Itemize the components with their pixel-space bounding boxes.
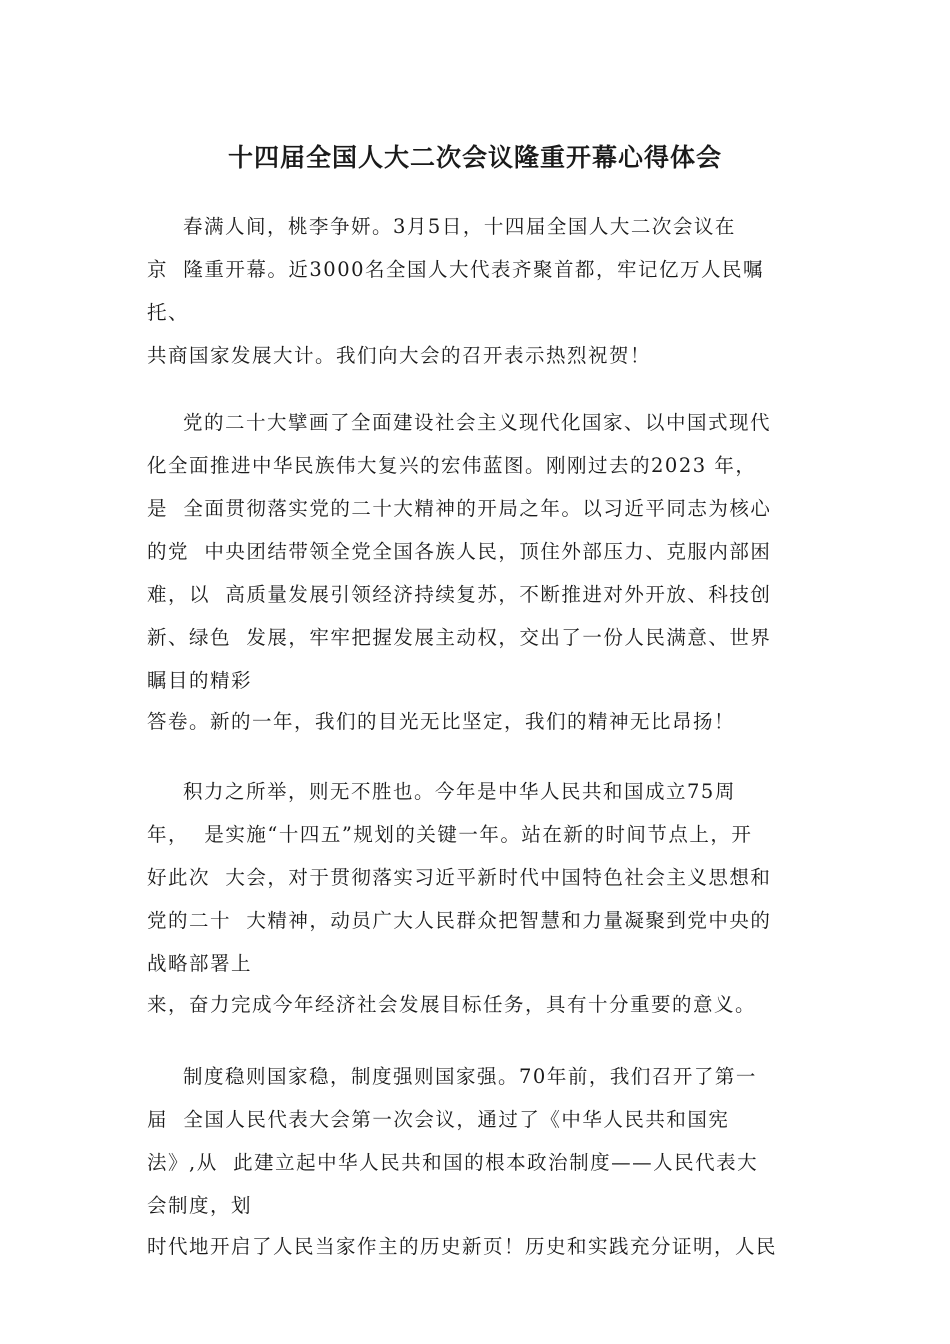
paragraph-2-line-4: 的党 中央团结带领全党全国各族人民，顶住外部压力、克服内部困 bbox=[147, 540, 772, 563]
paragraph-4-line-1: 制度稳则国家稳，制度强则国家强。70年前，我们召开了第一 bbox=[183, 1065, 757, 1088]
document-title: 十四届全国人大二次会议隆重开幕心得体会 bbox=[227, 143, 722, 172]
paragraph-2-line-6: 新、绿色 发展，牢牢把握发展主动权，交出了一份人民满意、世界 bbox=[147, 626, 772, 649]
paragraph-2-line-3: 是 全面贯彻落实党的二十大精神的开局之年。以习近平同志为核心 bbox=[147, 497, 772, 520]
paragraph-1-line-3: 托、 bbox=[147, 301, 190, 324]
paragraph-4-line-2: 届 全国人民代表大会第一次会议，通过了《中华人民共和国宪 bbox=[147, 1108, 730, 1131]
paragraph-2-line-5: 难，以 高质量发展引领经济持续复苏，不断推进对外开放、科技创 bbox=[147, 583, 772, 606]
paragraph-3-line-6: 来，奋力完成今年经济社会发展目标任务，具有十分重要的意义。 bbox=[147, 993, 757, 1016]
paragraph-4-line-5: 时代地开启了人民当家作主的历史新页！历史和实践充分证明，人民 bbox=[147, 1235, 778, 1258]
paragraph-4-line-3: 法》,从 此建立起中华人民共和国的根本政治制度——人民代表大 bbox=[147, 1151, 759, 1174]
paragraph-3-line-4: 党的二十 大精神，动员广大人民群众把智慧和力量凝聚到党中央的 bbox=[147, 909, 772, 932]
paragraph-4-line-4: 会制度，划 bbox=[147, 1194, 253, 1217]
paragraph-1-line-4: 共商国家发展大计。我们向大会的召开表示热烈祝贺！ bbox=[147, 344, 652, 367]
paragraph-2-line-8: 答卷。新的一年，我们的目光无比坚定，我们的精神无比昂扬！ bbox=[147, 710, 736, 733]
paragraph-3-line-5: 战略部署上 bbox=[147, 952, 253, 975]
paragraph-3-line-3: 好此次 大会，对于贯彻落实习近平新时代中国特色社会主义思想和 bbox=[147, 866, 772, 889]
paragraph-2-line-2: 化全面推进中华民族伟大复兴的宏伟蓝图。刚刚过去的2023 年， bbox=[147, 454, 757, 477]
paragraph-2-line-1: 党的二十大擘画了全面建设社会主义现代化国家、以中国式现代 bbox=[183, 411, 772, 434]
paragraph-1-line-2: 京 隆重开幕。近3000名全国人大代表齐聚首都，牢记亿万人民嘱 bbox=[147, 258, 765, 281]
paragraph-3-line-1: 积力之所举，则无不胜也。今年是中华人民共和国成立75周 bbox=[183, 780, 736, 803]
paragraph-3-line-2: 年， 是实施“十四五”规划的关键一年。站在新的时间节点上，开 bbox=[147, 823, 753, 846]
paragraph-2-line-7: 瞩目的精彩 bbox=[147, 669, 253, 692]
paragraph-1-line-1: 春满人间，桃李争妍。3月5日，十四届全国人大二次会议在 bbox=[183, 215, 736, 238]
